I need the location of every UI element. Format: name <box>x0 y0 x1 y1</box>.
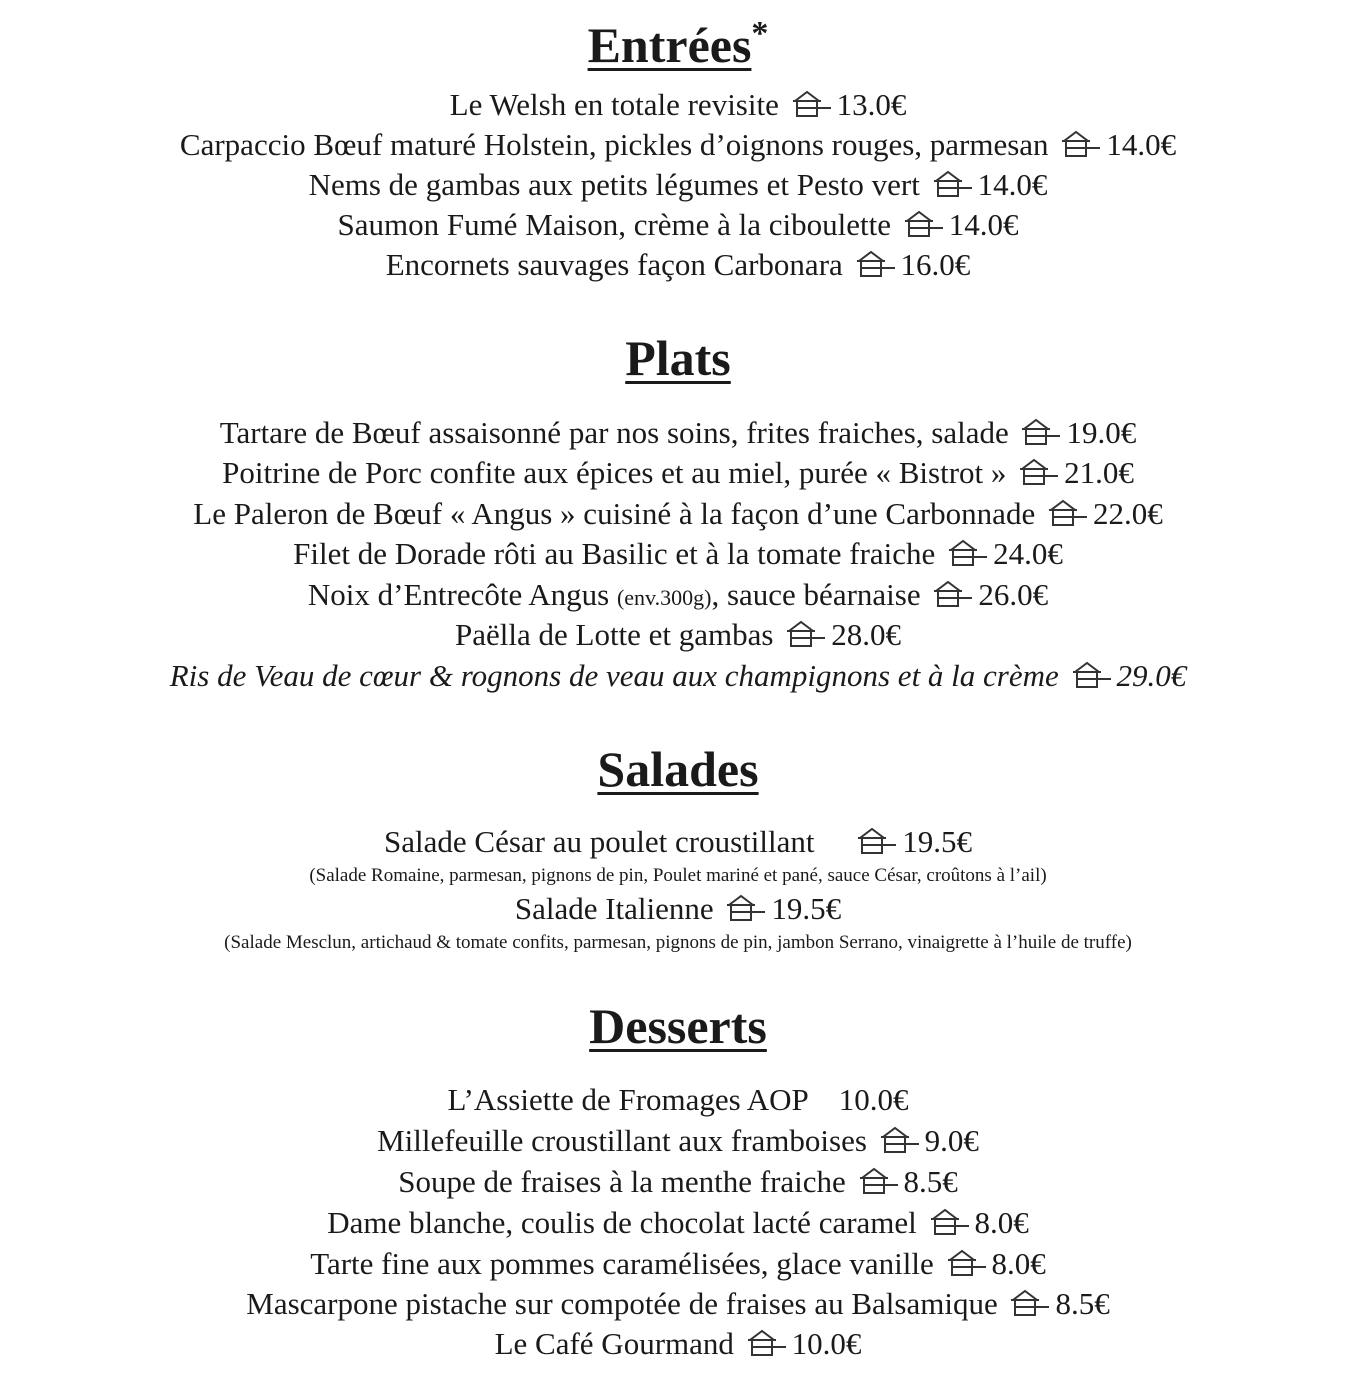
homemade-house-icon <box>1018 457 1060 497</box>
homemade-house-icon <box>1009 1288 1051 1328</box>
menu-item: Mascarpone pistache sur compotée de fraises au Balsamique 8.5€ <box>0 1284 1356 1328</box>
menu-item: Saumon Fumé Maison, crème à la ciboulette 14.0€ <box>0 205 1356 249</box>
homemade-house-icon <box>879 1125 921 1165</box>
section-title-entrees: Entrées* <box>587 15 769 73</box>
homemade-house-icon <box>903 209 945 249</box>
homemade-house-icon <box>858 1166 900 1206</box>
menu-item: Nems de gambas aux petits légumes et Pesto vert 14.0€ <box>0 165 1356 209</box>
section-title-plats: Plats <box>625 330 731 386</box>
menu-item: Poitrine de Porc confite aux épices et au miel, purée « Bistrot » 21.0€ <box>0 453 1356 497</box>
asterisk: * <box>751 15 769 52</box>
homemade-house-icon <box>746 1328 788 1368</box>
menu-item: Dame blanche, coulis de chocolat lacté caramel 8.0€ <box>0 1203 1356 1247</box>
homemade-house-icon <box>929 1207 971 1247</box>
menu-item: Le Café Gourmand 10.0€ <box>0 1324 1356 1368</box>
menu-item: Le Welsh en totale revisite 13.0€ <box>0 85 1356 129</box>
homemade-house-icon <box>1060 129 1102 169</box>
menu-item: Soupe de fraises à la menthe fraiche 8.5€ <box>0 1162 1356 1206</box>
menu-item: L’Assiette de Fromages AOP 10.0€ <box>447 1082 909 1117</box>
item-description: (Salade Mesclun, artichaud & tomate confits, parmesan, pignons de pin, jambon Serrano, vinaigrette à l’huile de truffe) <box>224 932 1132 953</box>
homemade-house-icon <box>785 619 827 659</box>
section-title-salades: Salades <box>597 741 759 797</box>
menu-item: Carpaccio Bœuf maturé Holstein, pickles d’oignons rouges, parmesan 14.0€ <box>0 125 1356 169</box>
homemade-house-icon <box>946 1248 988 1288</box>
menu-item: Filet de Dorade rôti au Basilic et à la tomate fraiche 24.0€ <box>0 534 1356 578</box>
homemade-house-icon <box>932 169 974 209</box>
homemade-house-icon <box>856 826 898 866</box>
menu-item: Salade Italienne 19.5€ <box>0 889 1356 933</box>
menu-item: Ris de Veau de cœur & rognons de veau aux champignons et à la crème 29.0€ <box>0 656 1356 700</box>
homemade-house-icon <box>1071 660 1113 700</box>
menu-item: Millefeuille croustillant aux framboises 9.0€ <box>0 1121 1356 1165</box>
menu-item: Tarte fine aux pommes caramélisées, glace vanille 8.0€ <box>0 1244 1356 1288</box>
menu-item: Paëlla de Lotte et gambas 28.0€ <box>0 615 1356 659</box>
menu-item: Encornets sauvages façon Carbonara 16.0€ <box>0 245 1356 289</box>
homemade-house-icon <box>932 579 974 619</box>
homemade-house-icon <box>1020 417 1062 457</box>
homemade-house-icon <box>725 893 767 933</box>
menu-item: Noix d’Entrecôte Angus (env.300g), sauce béarnaise 26.0€ <box>0 575 1356 619</box>
homemade-house-icon <box>1047 498 1089 538</box>
homemade-house-icon <box>791 89 833 129</box>
item-description: (Salade Romaine, parmesan, pignons de pin, Poulet mariné et pané, sauce César, croûtons à l’ail) <box>309 865 1047 886</box>
menu-item: Le Paleron de Bœuf « Angus » cuisiné à la façon d’une Carbonnade 22.0€ <box>0 494 1356 538</box>
menu-item: Tartare de Bœuf assaisonné par nos soins, frites fraiches, salade 19.0€ <box>0 413 1356 457</box>
homemade-house-icon <box>855 249 897 289</box>
menu-item: Salade César au poulet croustillant 19.5€ <box>0 822 1356 866</box>
homemade-house-icon <box>947 538 989 578</box>
section-title-desserts: Desserts <box>589 998 767 1054</box>
